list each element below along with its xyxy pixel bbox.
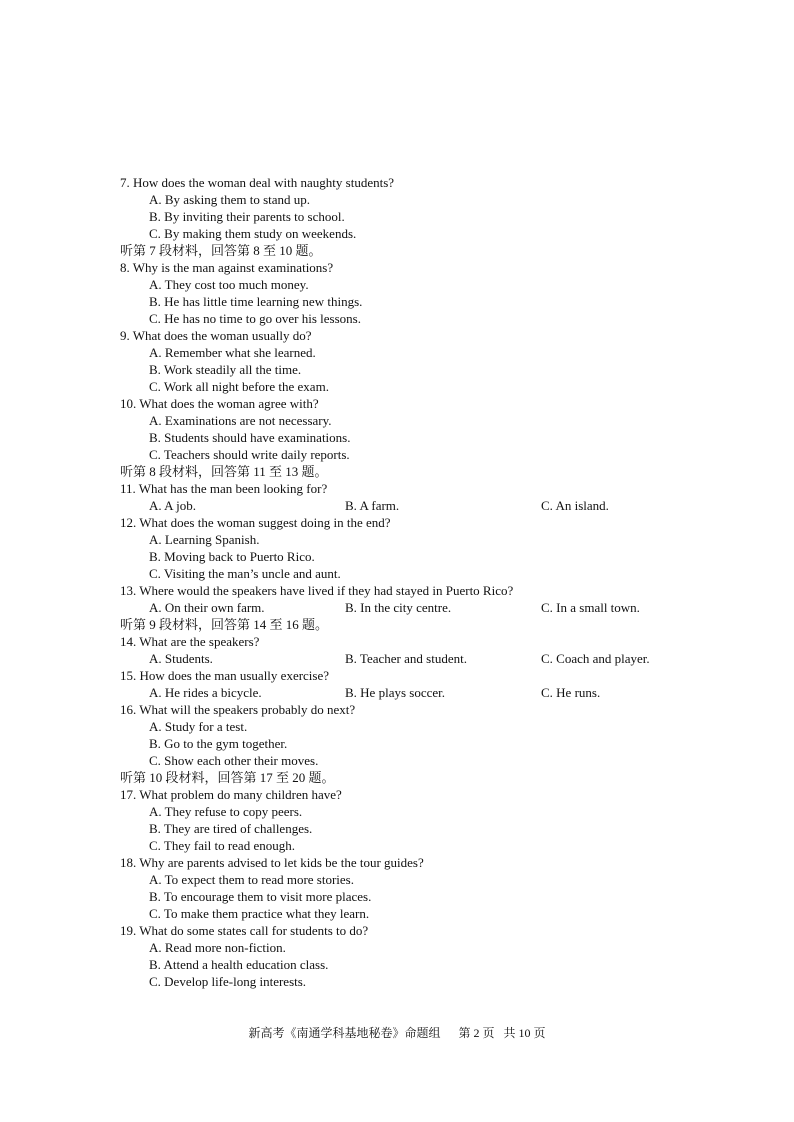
option-text: C. He runs. <box>541 685 601 700</box>
question-text: 18. Why are parents advised to let kids be the tour guides? <box>120 855 424 870</box>
option-text: C. They fail to read enough. <box>149 838 295 853</box>
option-text: C. An island. <box>541 498 609 513</box>
option-text: B. Work steadily all the time. <box>149 362 302 377</box>
option-text: A. On their own farm. <box>149 600 265 615</box>
option-text: B. Go to the gym together. <box>149 736 288 751</box>
option-text: A. A job. <box>149 498 196 513</box>
option-text: A. By asking them to stand up. <box>149 192 311 207</box>
section-instruction: 听第 7 段材料，回答第 8 至 10 题。 <box>120 243 322 258</box>
exam-page-content <box>120 174 760 990</box>
question-text: 10. What does the woman agree with? <box>120 396 319 411</box>
option-row <box>120 650 760 667</box>
option-text: C. Work all night before the exam. <box>149 379 329 394</box>
option-text: B. They are tired of challenges. <box>149 821 313 836</box>
question-text: 12. What does the woman suggest doing in the end? <box>120 515 391 530</box>
option-text: A. Study for a test. <box>149 719 248 734</box>
option-text: C. To make them practice what they learn. <box>149 906 370 921</box>
option-text: C. Teachers should write daily reports. <box>149 447 350 462</box>
question-text: 16. What will the speakers probably do next? <box>120 702 356 717</box>
question-text: 15. How does the man usually exercise? <box>120 668 330 683</box>
question-text: 8. Why is the man against examinations? <box>120 260 334 275</box>
option-text: A. Remember what she learned. <box>149 345 316 360</box>
option-row <box>120 684 760 701</box>
option-text: C. By making them study on weekends. <box>149 226 357 241</box>
option-text: C. He has no time to go over his lessons. <box>149 311 361 326</box>
option-text: A. Read more non-fiction. <box>149 940 286 955</box>
option-text: A. Learning Spanish. <box>149 532 260 547</box>
page-footer: 新高考《南通学科基地秘卷》命题组 第 2 页 共 10 页 <box>248 1026 546 1040</box>
question-text: 14. What are the speakers? <box>120 634 260 649</box>
option-text: B. In the city centre. <box>345 600 452 615</box>
option-text: A. Examinations are not necessary. <box>149 413 332 428</box>
section-instruction: 听第 9 段材料，回答第 14 至 16 题。 <box>120 617 329 632</box>
option-text: C. Show each other their moves. <box>149 753 319 768</box>
option-text: B. Teacher and student. <box>345 651 467 666</box>
question-text: 13. Where would the speakers have lived if they had stayed in Puerto Rico? <box>120 583 514 598</box>
option-text: B. Students should have examinations. <box>149 430 351 445</box>
option-text: A. They cost too much money. <box>149 277 309 292</box>
section-instruction: 听第 10 段材料，回答第 17 至 20 题。 <box>120 770 335 785</box>
question-text: 7. How does the woman deal with naughty students? <box>120 175 395 190</box>
question-text: 9. What does the woman usually do? <box>120 328 312 343</box>
option-row <box>120 497 760 514</box>
option-text: C. Develop life-long interests. <box>149 974 307 989</box>
option-text: A. He rides a bicycle. <box>149 685 262 700</box>
option-text: A. Students. <box>149 651 213 666</box>
option-text: B. He has little time learning new things. <box>149 294 363 309</box>
option-text: C. Coach and player. <box>541 651 650 666</box>
option-text: B. He plays soccer. <box>345 685 446 700</box>
option-text: A. They refuse to copy peers. <box>149 804 303 819</box>
option-text: B. By inviting their parents to school. <box>149 209 345 224</box>
question-text: 19. What do some states call for students to do? <box>120 923 369 938</box>
option-text: B. Moving back to Puerto Rico. <box>149 549 315 564</box>
option-text: B. A farm. <box>345 498 400 513</box>
option-text: A. To expect them to read more stories. <box>149 872 354 887</box>
option-row <box>120 599 760 616</box>
question-text: 17. What problem do many children have? <box>120 787 342 802</box>
option-text: B. To encourage them to visit more places. <box>149 889 372 904</box>
option-text: C. In a small town. <box>541 600 640 615</box>
section-instruction: 听第 8 段材料，回答第 11 至 13 题。 <box>120 464 328 479</box>
question-text: 11. What has the man been looking for? <box>120 481 328 496</box>
option-text: B. Attend a health education class. <box>149 957 329 972</box>
option-text: C. Visiting the man’s uncle and aunt. <box>149 566 341 581</box>
